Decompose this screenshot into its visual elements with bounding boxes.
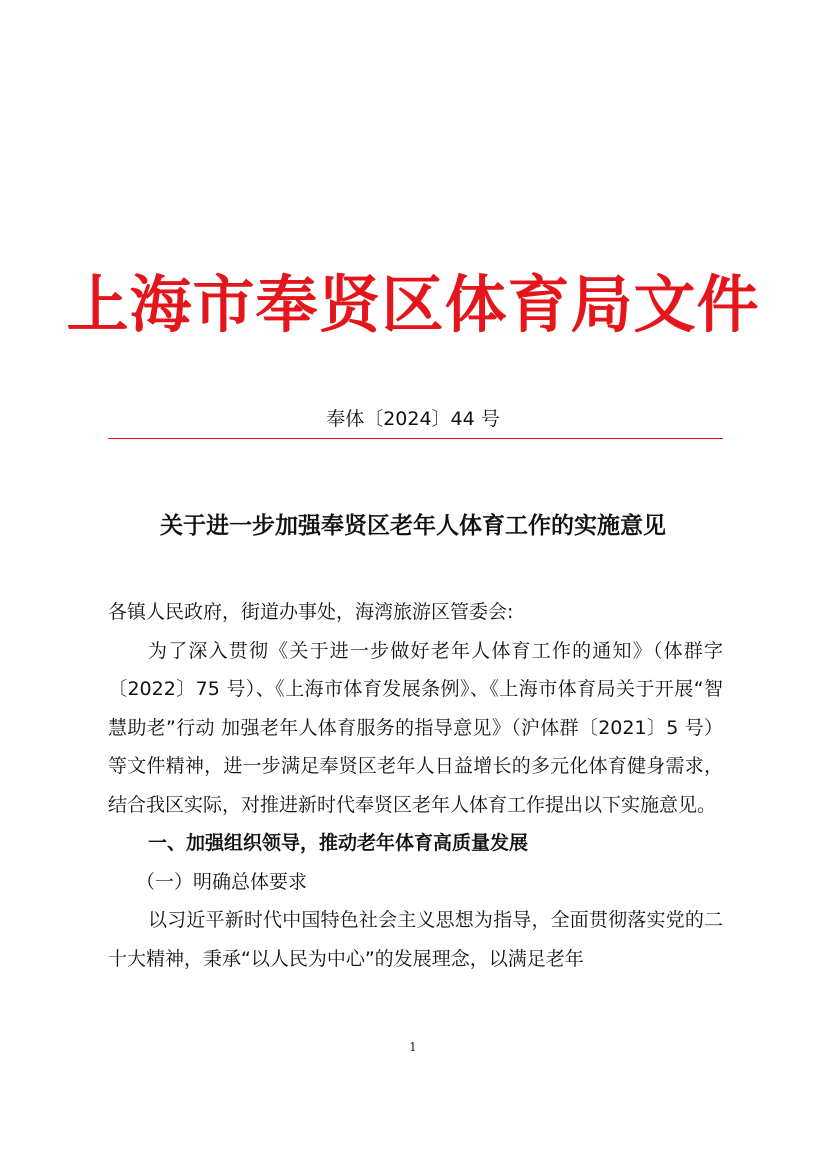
page-number: 1: [409, 1040, 417, 1054]
intro-paragraph: 为了深入贯彻《关于进一步做好老年人体育工作的通知》（体群字〔2022〕75 号）、《上海市体育发展条例》、《上海市体育局关于开展“智慧助老”行动 加强老年人体育服务的指导意见》（沪体群〔2021〕5 号）等文件精神，进一步满足奉贤区老年人日益增长的多元化体育健身需求，结合我区实际，对推进新时代奉贤区老年人体育工作提出以下实施意见。: [108, 639, 723, 816]
section-heading: 一、加强组织领导，推动老年体育高质量发展: [148, 832, 529, 854]
salutation: 各镇人民政府，街道办事处，海湾旅游区管委会:: [108, 601, 514, 623]
document-title: 关于进一步加强奉贤区老年人体育工作的实施意见: [160, 512, 666, 539]
issuer-title: 上海市奉贤区体育局文件: [66, 268, 760, 341]
document-number: 奉体〔2024〕44 号: [326, 408, 500, 430]
subsection-heading: （一）明确总体要求: [136, 870, 308, 893]
body-paragraph: 以习近平新时代中国特色社会主义思想为指导，全面贯彻落实党的二十大精神，秉承“以人民为中心”的发展理念，以满足老年: [108, 909, 723, 970]
red-divider: [108, 438, 723, 439]
document-body: [108, 593, 723, 978]
